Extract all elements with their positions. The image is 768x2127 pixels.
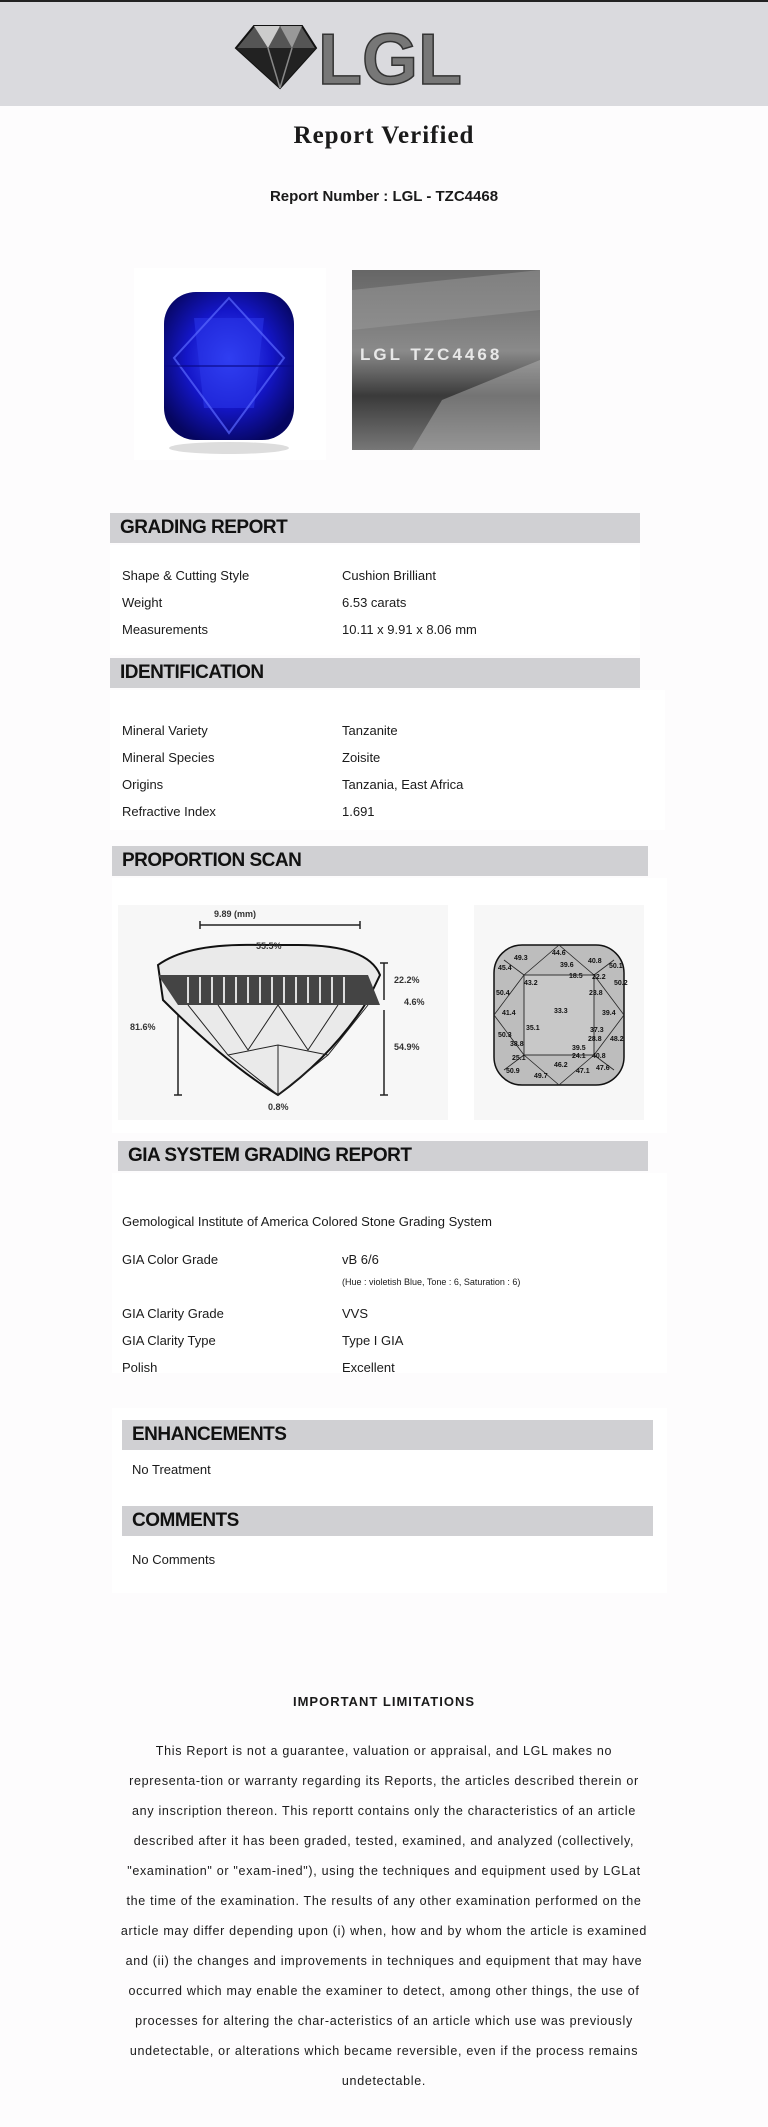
identification-value: 1.691 <box>342 804 375 819</box>
svg-text:40.8: 40.8 <box>588 958 602 965</box>
gia-label: GIA Clarity Grade <box>122 1306 224 1321</box>
diamond-icon <box>236 26 316 88</box>
svg-text:38.8: 38.8 <box>510 1041 524 1048</box>
facet-top-view-diagram <box>474 905 644 1120</box>
svg-text:LGL TZC4468: LGL TZC4468 <box>360 345 503 364</box>
limitations-text: This Report is not a guarantee, valuation or appraisal, and LGL makes no representa-tion or warranty regarding its Reports, the articles described therein or any inscription thereon. This reportt contains only the characteristics of an article described after it has been graded, tested, examined, and analyzed (collectively, "examination" or "exam-ined"), using the techniques and equipment used by LGLat the time of the examination. The results of any other examination performed on the article may differ depending upon (i) when, how and by whom the article is examined and (ii) the changes and improvements in techniques and equipment that may have occurred which may enable the examiner to detect, among other things, the use of processes for altering the char-acteristics of an article which use was previously undetectable, or alterations which became reversible, even if the process remains undetectable. <box>120 1744 648 2088</box>
identification-label: Origins <box>122 777 164 792</box>
svg-text:50.9: 50.9 <box>506 1068 520 1075</box>
identification-heading: IDENTIFICATION <box>110 658 640 688</box>
gia-value: VVS <box>342 1306 369 1321</box>
svg-text:48.2: 48.2 <box>610 1036 624 1043</box>
grading-value: 6.53 carats <box>342 595 407 610</box>
svg-text:43.2: 43.2 <box>524 980 538 987</box>
svg-text:22.2: 22.2 <box>592 974 606 981</box>
grading-value: 10.11 x 9.91 x 8.06 mm <box>342 622 477 637</box>
header-banner <box>0 0 768 106</box>
svg-text:40.8: 40.8 <box>592 1053 606 1060</box>
gia-color-note: (Hue : violetish Blue, Tone : 6, Saturation : 6) <box>342 1277 521 1287</box>
svg-text:39.6: 39.6 <box>560 962 574 969</box>
svg-text:45.4: 45.4 <box>498 965 512 972</box>
svg-text:50.2: 50.2 <box>614 980 628 987</box>
svg-text:23.8: 23.8 <box>589 990 603 997</box>
svg-text:22.2%: 22.2% <box>394 975 420 985</box>
gia-label: GIA Color Grade <box>122 1252 219 1267</box>
svg-text:39.5: 39.5 <box>572 1045 586 1052</box>
grading-label: Weight <box>122 595 163 610</box>
svg-text:49.7: 49.7 <box>534 1073 548 1080</box>
proportion-profile-diagram <box>118 905 448 1120</box>
gia-value: Type I GIA <box>342 1333 404 1348</box>
proportion-scan-heading: PROPORTION SCAN <box>112 846 648 876</box>
svg-text:47.6: 47.6 <box>596 1065 610 1072</box>
svg-text:28.8: 28.8 <box>588 1036 602 1043</box>
identification-label: Refractive Index <box>122 804 216 819</box>
svg-text:24.1: 24.1 <box>572 1053 586 1060</box>
identification-label: Mineral Variety <box>122 723 208 738</box>
comments-heading: COMMENTS <box>122 1506 653 1536</box>
svg-text:25.1: 25.1 <box>512 1055 526 1062</box>
grading-label: Measurements <box>122 622 208 637</box>
svg-text:50.3: 50.3 <box>498 1032 512 1039</box>
identification-label: Mineral Species <box>122 750 215 765</box>
svg-text:49.3: 49.3 <box>514 955 528 962</box>
svg-text:50.4: 50.4 <box>496 990 510 997</box>
gia-subtitle: Gemological Institute of America Colored Stone Grading System <box>122 1214 492 1229</box>
comments-text: No Comments <box>132 1552 216 1567</box>
svg-text:54.9%: 54.9% <box>394 1042 420 1052</box>
svg-text:47.1: 47.1 <box>576 1068 590 1075</box>
svg-text:50.1: 50.1 <box>609 963 623 970</box>
svg-text:LGL: LGL <box>318 20 462 96</box>
svg-text:81.6%: 81.6% <box>130 1022 156 1032</box>
gemstone-photo <box>134 268 326 460</box>
inscription-photo <box>352 270 540 450</box>
page-title: Report Verified <box>293 122 475 149</box>
identification-value: Tanzania, East Africa <box>342 777 464 792</box>
grading-value: Cushion Brilliant <box>342 568 436 583</box>
limitations-heading: IMPORTANT LIMITATIONS <box>292 1694 476 1709</box>
grading-label: Shape & Cutting Style <box>122 568 250 583</box>
lgl-logo <box>232 16 492 96</box>
identification-value: Zoisite <box>342 750 381 765</box>
gia-label: GIA Clarity Type <box>122 1333 216 1348</box>
gia-label: Polish <box>122 1360 158 1375</box>
identification-value: Tanzanite <box>342 723 398 738</box>
enhancements-text: No Treatment <box>132 1462 211 1477</box>
svg-text:39.4: 39.4 <box>602 1010 616 1017</box>
svg-text:46.2: 46.2 <box>554 1062 568 1069</box>
svg-text:33.3: 33.3 <box>554 1008 568 1015</box>
svg-text:41.4: 41.4 <box>502 1010 516 1017</box>
svg-text:18.5: 18.5 <box>569 973 583 980</box>
svg-text:35.1: 35.1 <box>526 1025 540 1032</box>
gia-value: Excellent <box>342 1360 395 1375</box>
gia-heading: GIA SYSTEM GRADING REPORT <box>118 1141 648 1171</box>
enhancements-heading: ENHANCEMENTS <box>122 1420 653 1450</box>
report-number: Report Number : LGL - TZC4468 <box>269 188 499 205</box>
grading-report-heading: GRADING REPORT <box>110 513 640 543</box>
svg-text:4.6%: 4.6% <box>404 997 425 1007</box>
svg-text:9.89 (mm): 9.89 (mm) <box>214 909 257 919</box>
svg-text:55.5%: 55.5% <box>256 941 282 951</box>
svg-text:44.6: 44.6 <box>552 950 566 957</box>
svg-text:37.3: 37.3 <box>590 1027 604 1034</box>
svg-text:0.8%: 0.8% <box>268 1102 289 1112</box>
gia-value: vB 6/6 <box>342 1252 379 1267</box>
